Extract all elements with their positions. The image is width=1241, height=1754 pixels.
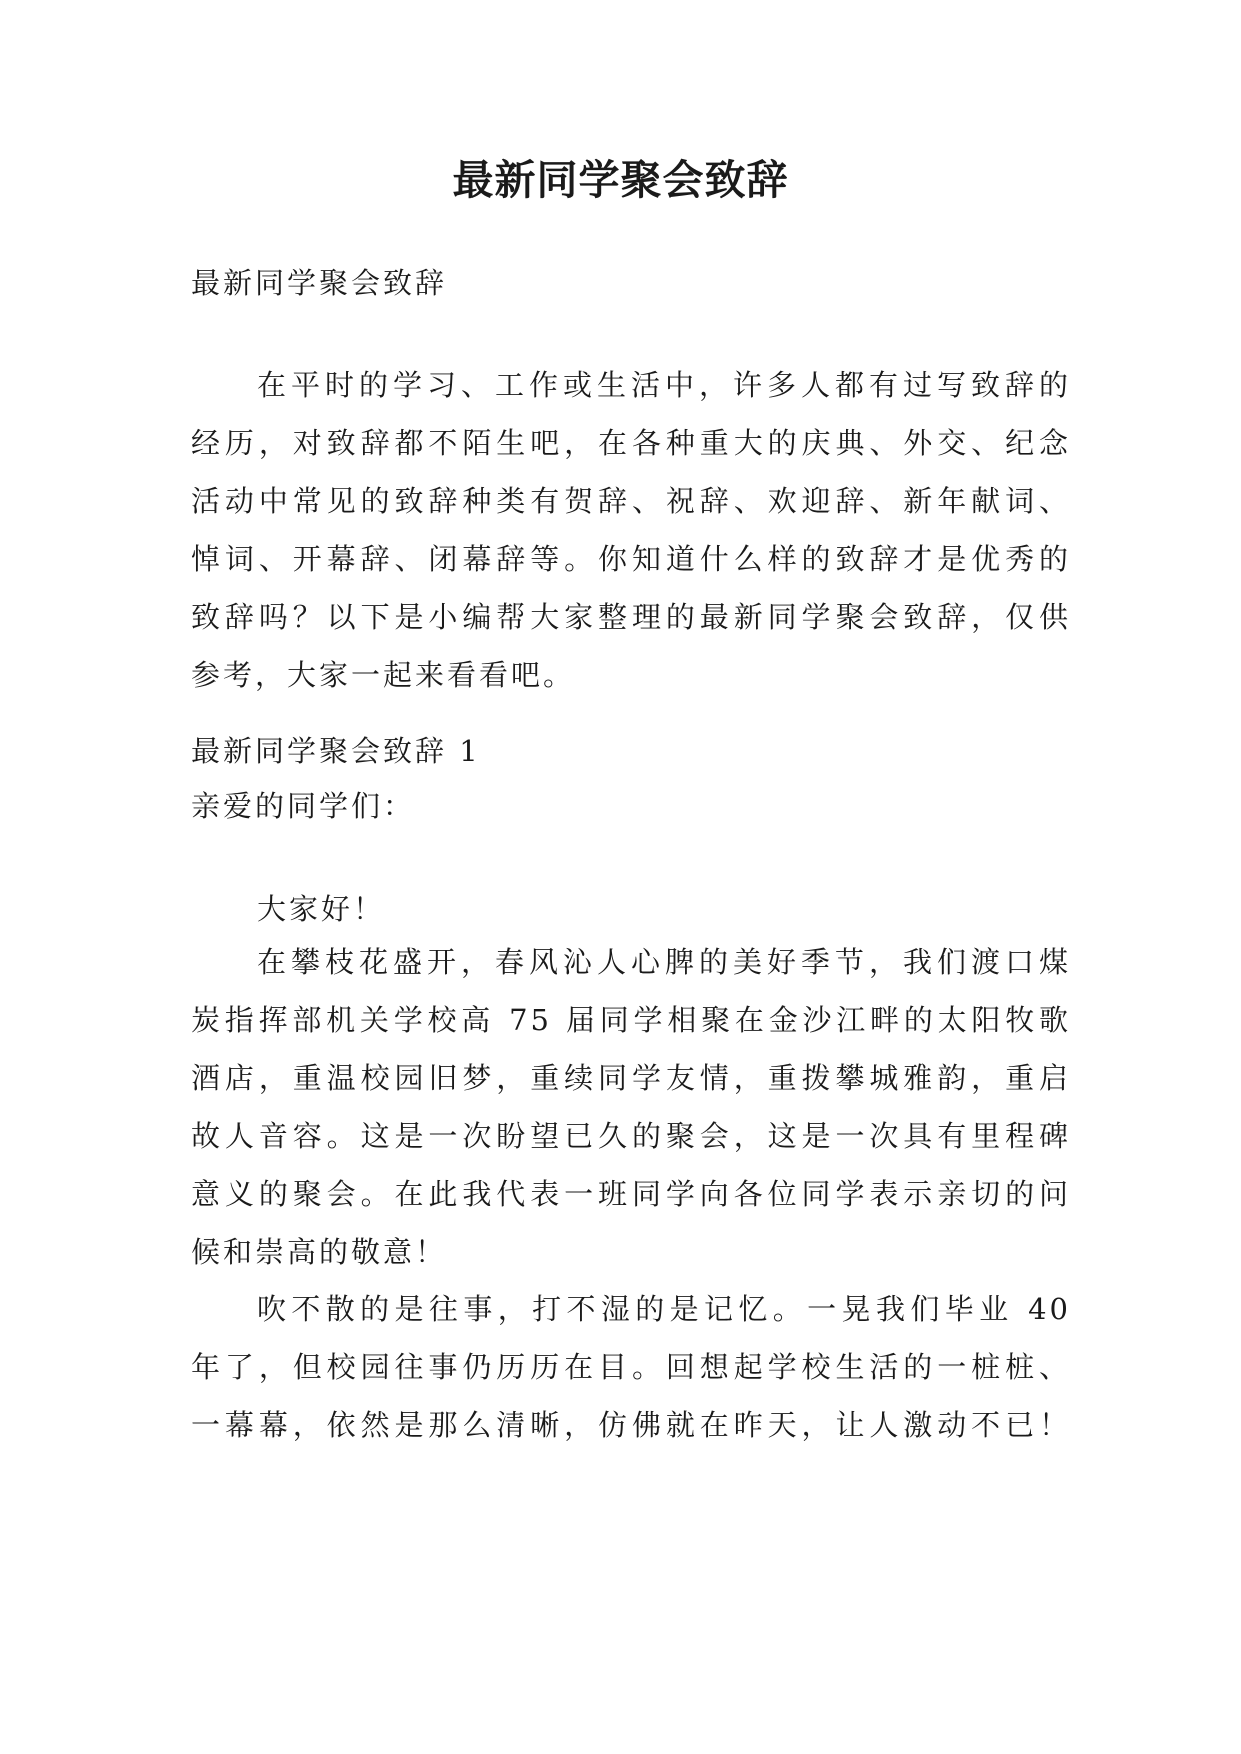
intro-line: 致辞吗？以下是小编帮大家整理的最新同学聚会致辞，仅供 xyxy=(191,600,1071,634)
paragraph-line: 在攀枝花盛开，春风沁人心脾的美好季节，我们渡口煤 xyxy=(257,945,1071,979)
intro-line: 活动中常见的致辞种类有贺辞、祝辞、欢迎辞、新年献词、 xyxy=(191,484,1071,518)
document-title: 最新同学聚会致辞 xyxy=(452,156,789,204)
paragraph-line: 一幕幕，依然是那么清晰，仿佛就在昨天，让人激动不已！ xyxy=(191,1408,1071,1442)
salutation-text: 亲爱的同学们： xyxy=(191,789,416,823)
subtitle-line: 最新同学聚会致辞 xyxy=(191,266,448,300)
paragraph-line: 炭指挥部机关学校高 75 届同学相聚在金沙江畔的太阳牧歌 xyxy=(191,1003,1071,1037)
greeting xyxy=(191,880,1071,938)
section-heading-text: 最新同学聚会致辞 1 xyxy=(191,734,481,768)
paragraph-line: 酒店，重温校园旧梦，重续同学友情，重拨攀城雅韵，重启 xyxy=(191,1061,1071,1095)
paragraph-line: 候和崇高的敬意！ xyxy=(191,1235,448,1269)
paragraph-line: 意义的聚会。在此我代表一班同学向各位同学表示亲切的问 xyxy=(191,1177,1071,1211)
intro-line: 经历，对致辞都不陌生吧，在各种重大的庆典、外交、纪念 xyxy=(191,426,1071,460)
paragraph-1 xyxy=(191,933,1071,1281)
intro-line: 悼词、开幕辞、闭幕辞等。你知道什么样的致辞才是优秀的 xyxy=(191,542,1071,576)
paragraph-line: 故人音容。这是一次盼望已久的聚会，这是一次具有里程碑 xyxy=(191,1119,1071,1153)
paragraph-2 xyxy=(191,1280,1071,1454)
intro-line: 在平时的学习、工作或生活中，许多人都有过写致辞的 xyxy=(257,368,1071,402)
paragraph-line: 吹不散的是往事，打不湿的是记忆。一晃我们毕业 40 xyxy=(257,1292,1071,1326)
intro-line: 参考，大家一起来看看吧。 xyxy=(191,658,576,692)
intro-paragraph xyxy=(191,356,1071,704)
salutation xyxy=(191,777,1071,835)
greeting-text: 大家好！ xyxy=(257,892,386,926)
paragraph-line: 年了，但校园往事仍历历在目。回想起学校生活的一桩桩、 xyxy=(191,1350,1071,1384)
section-heading xyxy=(191,722,1071,780)
document-subtitle xyxy=(191,254,1071,312)
